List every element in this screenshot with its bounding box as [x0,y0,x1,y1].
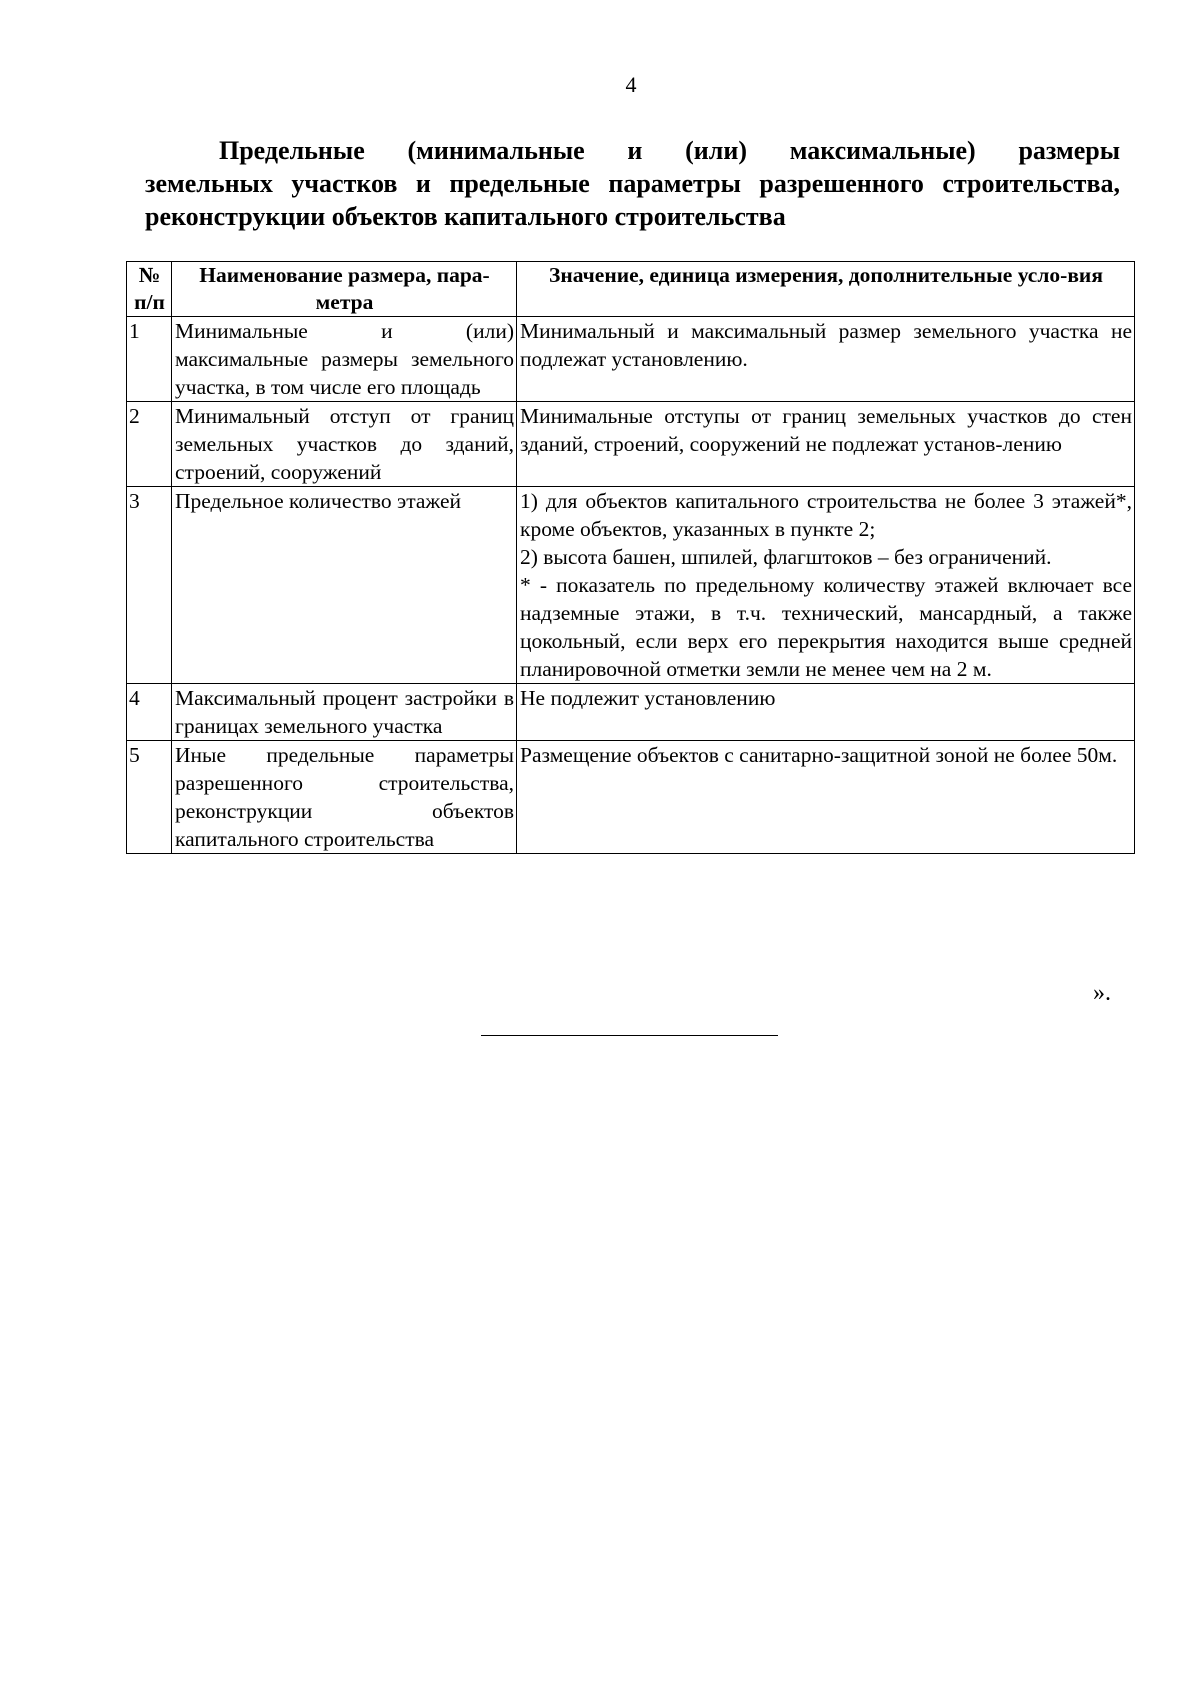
row-value [517,317,1135,402]
header-name: Наименование размера, пара-метра [172,262,517,317]
row-value-line: Минимальный и максимальный размер земельного участка не подлежат установлению. [520,319,1132,371]
page-number: 4 [625,72,637,97]
row-value [517,487,1135,684]
table-row [127,741,1135,854]
row-name: Минимальный отступ от границ земельных участков до зданий, строений, сооружений [172,402,517,487]
parameters-table [126,261,1135,854]
row-name: Предельное количество этажей [172,487,517,684]
row-num: 2 [127,402,172,487]
row-value-line: Размещение объектов с санитарно-защитной зоной не более 50м. [520,743,1118,767]
row-value [517,684,1135,741]
heading-line: Предельные (минимальные и (или) максимальные) размеры [219,136,1120,165]
row-value-line: Минимальные отступы от границ земельных участков до стен зданий, строений, сооружений не подлежат установ-лению [520,404,1132,456]
row-name: Минимальные и (или) максимальные размеры земельного участка, в том числе его площадь [172,317,517,402]
row-value-line: 2) высота башен, шпилей, флагштоков – без ограничений. [520,545,1052,569]
row-value [517,402,1135,487]
header-value: Значение, единица измерения, дополнительные усло-вия [517,262,1135,317]
row-name: Максимальный процент застройки в границах земельного участка [172,684,517,741]
row-value-line: * - показатель по предельному количеству этажей включает все надземные этажи, в т.ч. технический, мансардный, а также цокольный, если верх его перекрытия находится выше средней планировочной отметки земли не менее чем на 2 м. [520,573,1132,681]
closing-quote: ». [1093,980,1111,1006]
row-num: 3 [127,487,172,684]
row-value-line: 1) для объектов капитального строительства не более 3 этажей*, кроме объектов, указанных в пункте 2; [520,489,1132,541]
table-row [127,402,1135,487]
row-value-line: Не подлежит установлению [520,686,776,710]
table-row [127,684,1135,741]
heading-line: реконструкции объектов капитального строительства [145,202,786,231]
document-heading [145,134,1120,233]
header-num: № п/п [127,262,172,317]
table-row [127,317,1135,402]
row-num: 4 [127,684,172,741]
table-row [127,487,1135,684]
row-name: Иные предельные параметры разрешенного строительства, реконструкции объектов капитального строительства [172,741,517,854]
heading-line: земельных участков и предельные параметры разрешенного строительства, [145,169,1120,198]
row-num: 5 [127,741,172,854]
separator-line [481,1035,778,1036]
row-num: 1 [127,317,172,402]
row-value [517,741,1135,854]
table-header-row [127,262,1135,317]
